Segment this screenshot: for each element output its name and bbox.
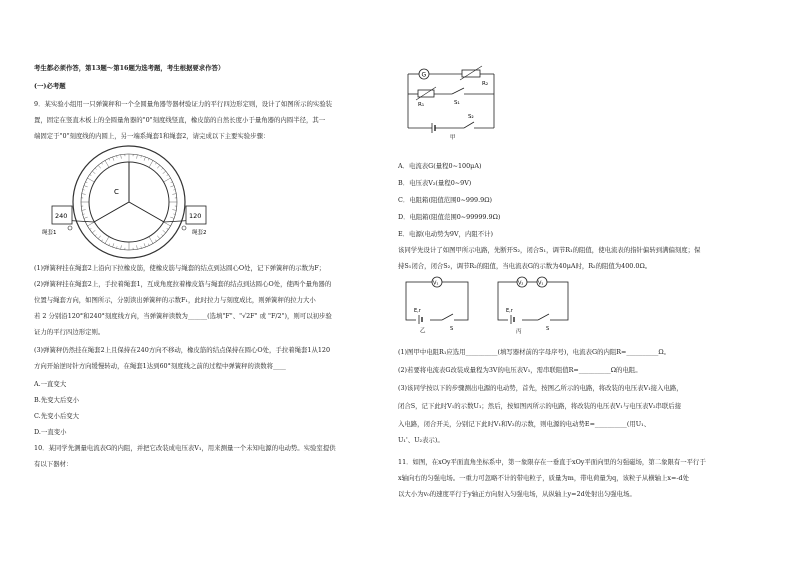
tick-mark [172,210,176,211]
circuit-yi [402,272,472,334]
q10-line: 有以下器材： [34,460,73,468]
tick-mark [164,178,171,182]
option-d: D．电阻箱(阻值范围0~99999.9Ω) [398,213,501,221]
tick-mark [87,178,94,182]
q11-line: x轴向右的匀强电场。一重力可忽略不计的带电粒子，质量为m，带电荷量为q，该粒子从横轴上x=-d处 [398,474,689,482]
tick-mark [170,186,174,187]
tick-mark [173,190,175,191]
caption-bing: 丙 [516,329,522,335]
question-line: U₁'、U₂表示)。 [398,436,444,444]
tick-mark [109,244,110,246]
section-heading: 考生都必须作答，第13题～第16题为选考题，考生根据要求作答） [34,64,225,72]
tick-mark [162,168,163,169]
tick-mark [92,171,95,174]
q9-step: (2)弹簧秤挂在绳套2上，手拉着绳套1，互成角度拉着橡皮筋与绳套的结点到达圆心O处，使两个量角器的 [34,280,332,288]
q9-line: 置，固定在竖直木板上的全圆量角器的"0"刻度线竖直，橡皮筋的自然长度小于量角器的内圆半径，其一 [34,116,326,124]
option-c: C．电阻箱(阻值范围0~999.9Ω) [398,196,493,204]
q11-line: 11．如图，在xOy平面直角坐标系中，第一象限存在一垂直于xOy平面向里的匀强磁场，第二象限有一平行于 [398,458,706,466]
left-box-label: 240 [55,212,68,220]
rope-2 [129,202,164,222]
q9-step: (3)弹簧秤仍然挂在绳套2上且保持在240方向不移动，橡皮筋的结点保持在圆心O处，手拉着绳套1从120 [34,346,331,354]
tick-mark [141,156,142,158]
tick-mark [144,243,145,247]
question-line: (2)若要将电流表G改装成量程为3V的电压表V₁，需串联阻值R=__________Ω的电阻。 [398,366,642,374]
right-box-label: 120 [189,212,202,220]
r2-label: R₂ [482,81,489,87]
subsection-heading: (一)必考题 [34,82,66,90]
q9-option-a: A.一直变大 [34,380,67,388]
tick-mark [101,163,102,165]
tick-mark [82,194,86,195]
tick-mark [137,155,138,159]
option-a: A．电流表G(量程0~100μA) [398,162,482,170]
tick-mark [121,245,122,249]
tick-mark [167,174,169,175]
option-e: E．电源(电动势为9V，内阻不计) [398,230,494,238]
q9-step: (1)弹簧秤挂在绳套2上沿向下拉橡皮筋，使橡皮筋与绳套的结点到达圆心O处，记下弹簧秤的示数为F； [34,264,326,272]
q9-step: 方向开始逆时针方向缓慢转动，在绳套1达到60°刻度线之前的过程中弹簧秤的读数将____ [34,362,286,370]
tick-mark [90,228,92,229]
question-line: 入电路，闭合开关，分别记下此时V₁和V₂的示数，则电源的电动势E=__________(用U₁、 [398,420,651,428]
q9-step: 若 2 分别沿120°和240°刻度线方向，当弹簧秤读数为______(选填"F"、"√2F" 或 "F/2")，则可以初步验 [34,312,332,320]
rope-1 [94,202,129,222]
circuit-jia [402,60,512,140]
tick-mark [141,246,142,248]
q11-line: 以大小为v₀的速度平行于y轴正方向射入匀强电场，从纵轴上y=2d处射出匀强电场。 [398,490,636,498]
tick-mark [82,210,86,211]
q10-line: 10．某同学先测量电流表G的内阻，并把它改装成电压表V₁，用来测量一个未知电源的电动势。实验室提供 [34,444,336,452]
s1-label: S₁ [454,100,460,106]
tick-mark [101,240,102,242]
tick-mark [144,157,145,161]
tick-mark [92,230,95,233]
caption-jia: 甲 [450,135,456,140]
tick-mark [171,182,173,183]
tick-mark [83,214,85,215]
tick-mark [84,217,88,218]
tick-mark [137,245,138,249]
question-line: (1)图甲中电阻R₁应选用__________(填写器材前的字母序号)，电流表G的内阻R=__________Ω。 [398,348,671,356]
tick-mark [95,235,96,236]
q9-option-b: B.先变大后变小 [34,396,80,404]
protractor-figure [34,142,244,262]
yi-er: E,r [414,308,421,314]
tick-mark [157,165,160,168]
tick-mark [83,190,85,191]
tick-mark [157,236,160,239]
tick-mark [90,174,92,175]
caption-yi: 乙 [420,328,426,334]
yi-v1: V₁ [433,280,439,287]
tick-mark [155,240,156,242]
tick-mark [98,236,101,239]
tick-mark [162,235,163,236]
q9-line: 端固定于"0"刻度线的内圆上，另一端系绳套1和绳套2，请完成以下主要实验步骤： [34,132,270,140]
tick-mark [113,243,114,247]
tick-mark [98,165,101,168]
tick-mark [117,156,118,158]
tick-mark [172,194,176,195]
tick-mark [155,163,156,165]
paragraph-line: 该同学先设计了如图甲所示电路，先断开S₂，闭合S₁，调节R₁的阻值，使电流表的指针偏转到满偏刻度；保 [398,246,701,254]
tick-mark [149,160,153,167]
tick-mark [164,222,171,226]
tick-mark [117,246,118,248]
tick-mark [163,230,166,233]
tick-mark [163,171,166,174]
tick-mark [149,237,153,244]
tick-mark [148,244,149,246]
bing-v-b: V₁ [538,280,544,287]
tick-mark [105,160,109,167]
tick-mark [85,182,87,183]
bing-s: S [546,326,550,332]
s2-label: S₂ [468,114,474,120]
q9-line: 9．某实验小组用一只弹簧秤和一个全圆量角器等器材验证力的平行四边形定则，设计了如图所示的实验装 [34,100,333,108]
tick-mark [121,155,122,159]
question-line: (3)该同学按以下的步骤测出电源的电动势，首先，按图乙所示的电路，将改装的电压表V₁接入电路， [398,384,683,392]
option-b: B．电压表V₂(量程0~9V) [398,179,472,187]
tick-mark [105,237,109,244]
tick-mark [109,158,110,160]
tick-mark [95,168,96,169]
tick-mark [113,157,114,161]
paragraph-line: 持S₁闭合，闭合S₂，调节R₂的阻值，当电流表G的示数为40μA时，R₂的阻值为400.0Ω。 [398,262,652,270]
right-rope-label: 绳套2 [192,230,207,236]
tick-mark [170,217,174,218]
q9-option-d: D.一直变小 [34,428,67,436]
tick-mark [148,158,149,160]
q9-step: 证力的平行四边形定则。 [34,328,105,336]
tick-mark [87,222,94,226]
q9-option-c: C.先变小后变大 [34,412,80,420]
yi-s: S [450,326,454,332]
tick-mark [84,186,88,187]
center-label: C [114,188,119,196]
bing-er: E,r [506,308,513,314]
circuit-bing [494,272,574,336]
question-line: 闭合S，记下此时V₁的示数U₁；然后，按如图丙所示的电路，将改装的电压表V₁与电压表V₂串联后接 [398,402,682,410]
r1-label: R₁ [418,102,425,108]
left-rope-label: 绳套1 [42,230,57,236]
tick-mark [173,214,175,215]
q9-step: 位置与绳套方向，如图所示，分别读出弹簧秤的示数F₁，此时拉力与刻度成比，则弹簧秤的拉力大小 [34,296,316,304]
meter-g: G [421,71,427,79]
bing-v-a: V₂ [518,280,524,287]
tick-mark [167,228,169,229]
